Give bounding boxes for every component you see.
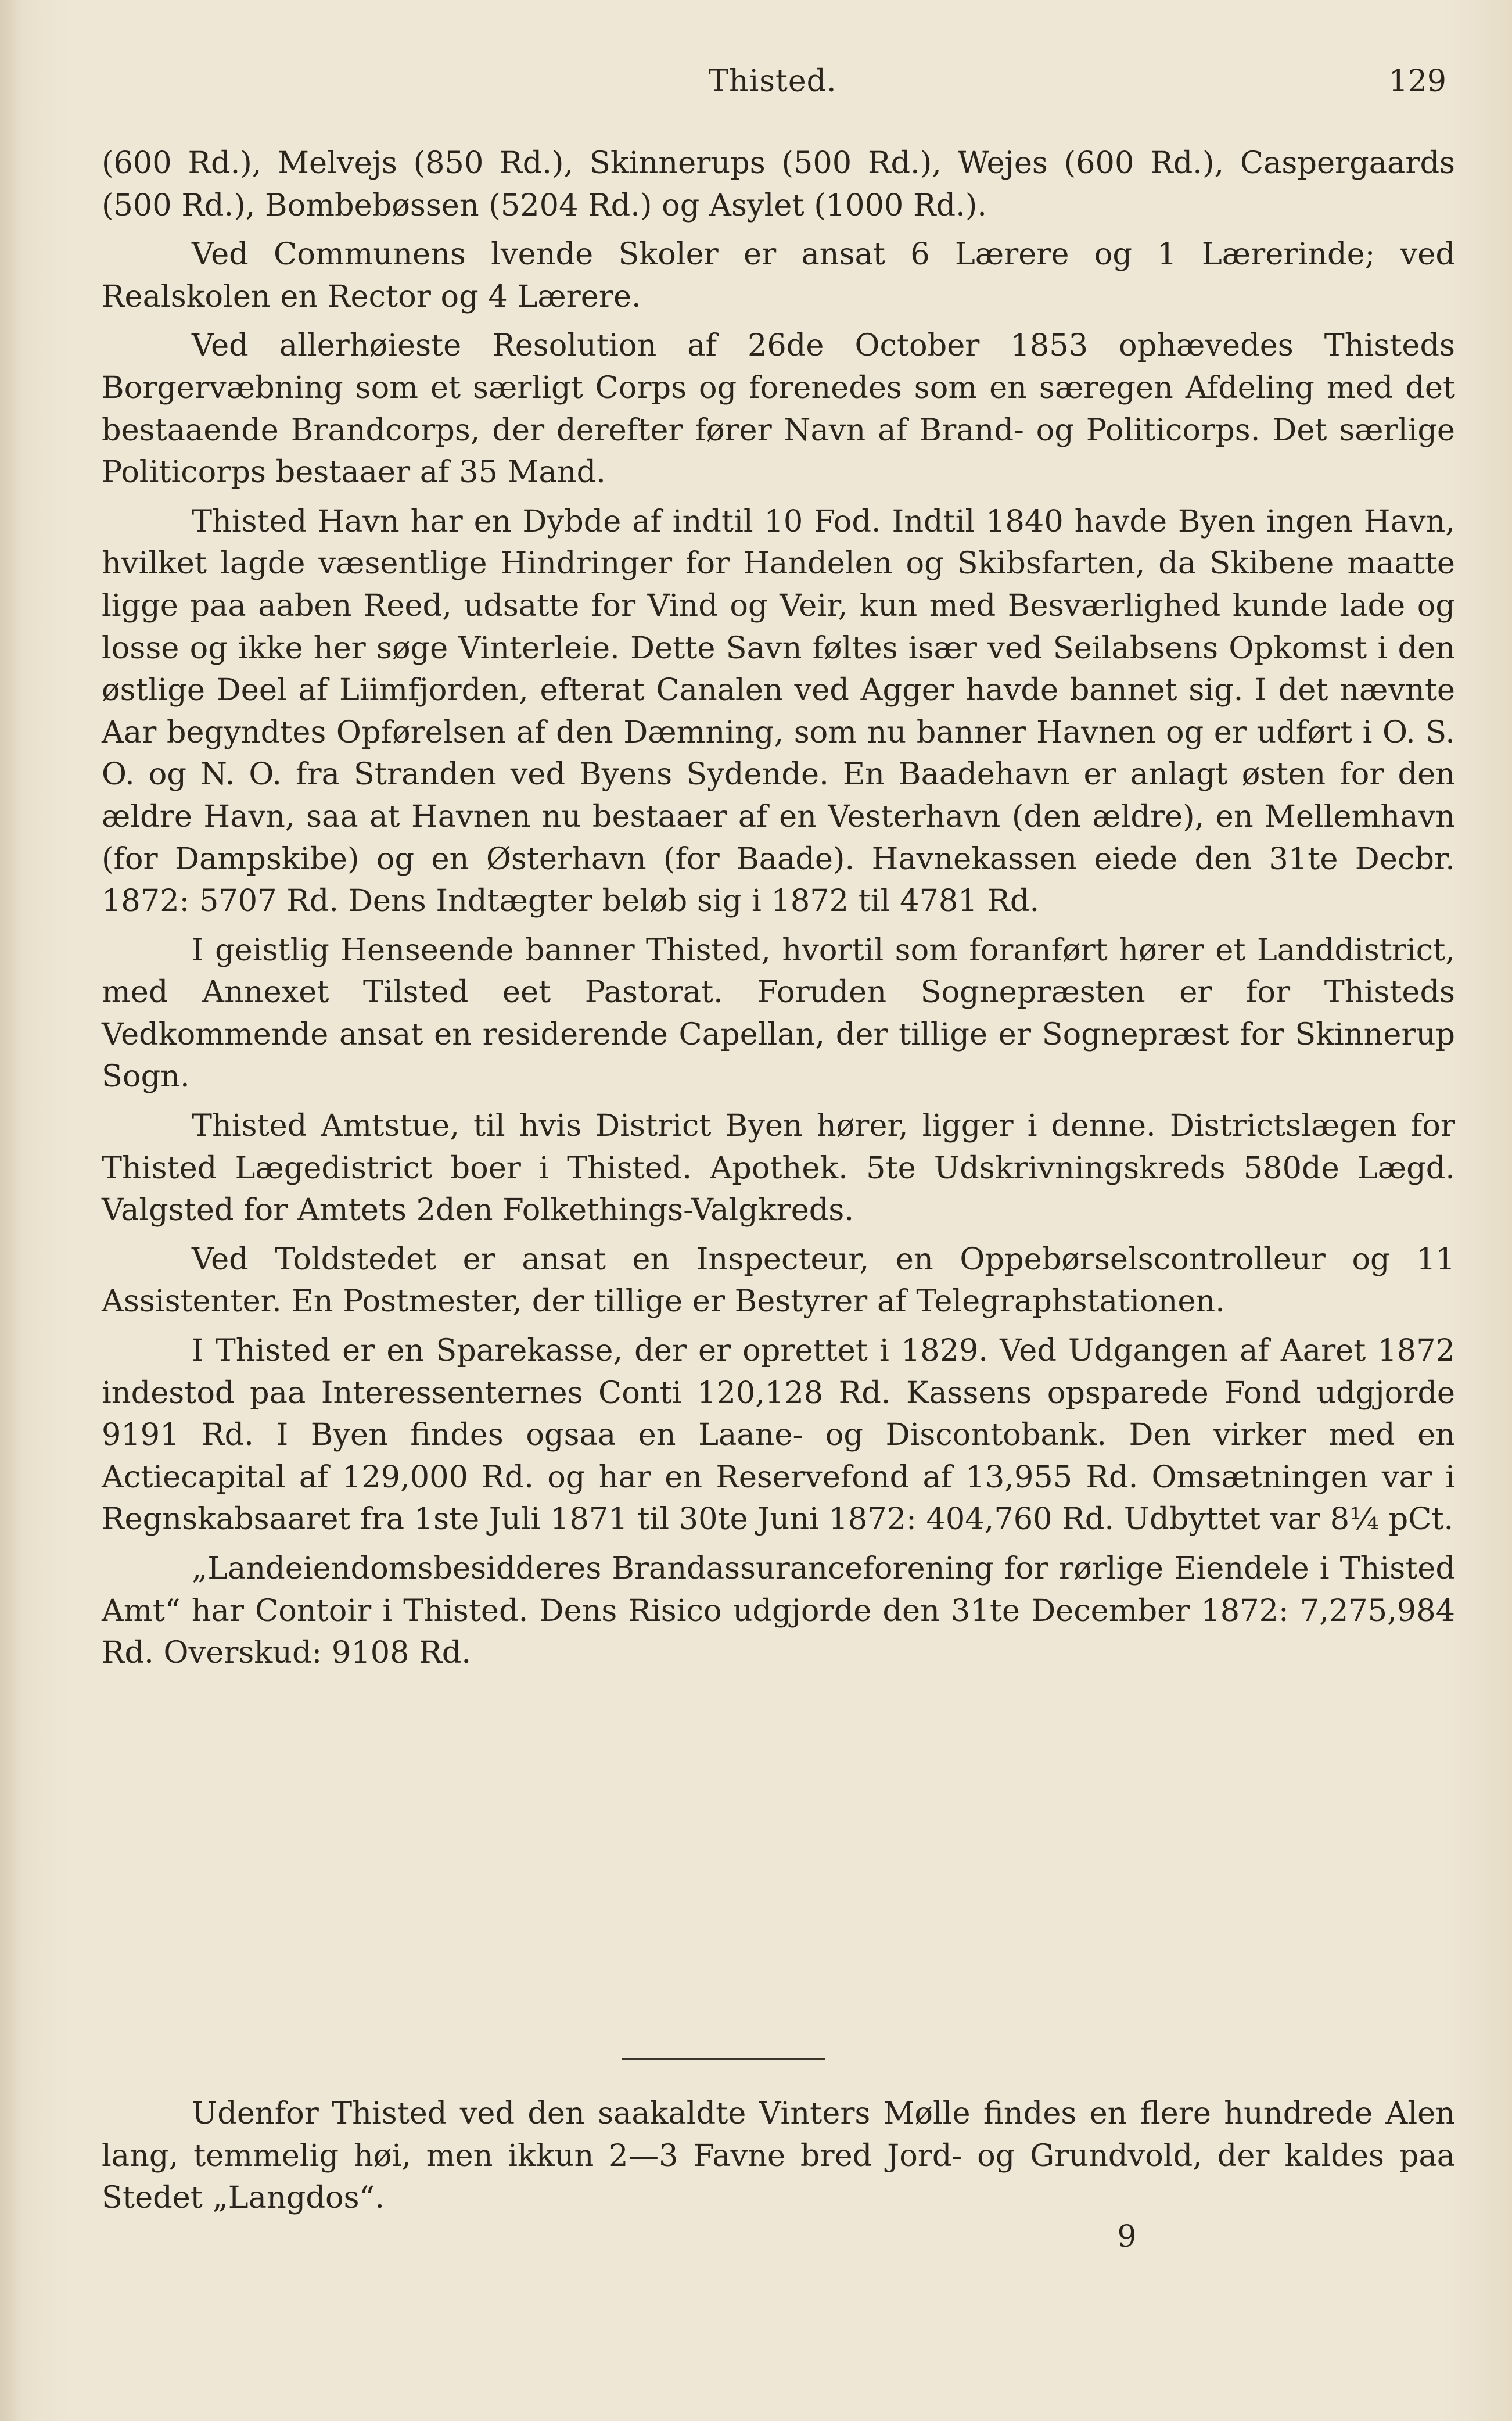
running-title: Thisted. xyxy=(708,64,837,99)
paragraph: Ved Toldstedet er ansat en Inspecteur, en Oppebørselscontrolleur og 11 Assistenter. En Postmester, der tillige er Bestyrer af Telegraphstationen. xyxy=(102,1241,1455,1319)
section-divider xyxy=(622,2058,825,2060)
paragraph: (600 Rd.), Melvejs (850 Rd.), Skinnerups (500 Rd.), Wejes (600 Rd.), Caspergaards (500 Rd.), Bombebøssen (5204 Rd.) og Asylet (1000 Rd.). xyxy=(102,145,1455,223)
body-text xyxy=(102,142,1455,1674)
page-header xyxy=(99,64,1446,110)
page-number: 129 xyxy=(1388,64,1446,99)
body-text-after-divider xyxy=(102,2093,1455,2219)
paragraph: I geistlig Henseende banner Thisted, hvortil som foranført hører et Landdistrict, med Annexet Tilsted eet Pastorat. Foruden Sognepræsten er for Thisteds Vedkommende ansat en residerende Capellan, der tillige er Sognepræst for Skinnerup Sogn. xyxy=(102,932,1455,1095)
paragraph: „Landeiendomsbesidderes Brandassuranceforening for rørlige Eiendele i Thisted Amt“ har Contoir i Thisted. Dens Risico udgjorde den 31te December 1872: 7,275,984 Rd. Overskud: 9108 Rd. xyxy=(102,1551,1455,1671)
paragraph: Udenfor Thisted ved den saakaldte Vinters Mølle findes en flere hundrede Alen lang, temmelig høi, men ikkun 2—3 Favne bred Jord- og Grundvold, der kaldes paa Stedet „Langdos“. xyxy=(102,2096,1455,2216)
paragraph: Ved allerhøieste Resolution af 26de October 1853 ophævedes Thisteds Borgervæbning som et særligt Corps og forenedes som en særegen Afdeling med det bestaaende Brandcorps, der derefter fører Navn af Brand- og Politicorps. Det særlige Politicorps bestaaer af 35 Mand. xyxy=(102,328,1455,490)
paragraph: Ved Communens lvende Skoler er ansat 6 Lærere og 1 Lærerinde; ved Realskolen en Rector og 4 Lærere. xyxy=(102,236,1455,314)
signature-mark: 9 xyxy=(1117,2219,1137,2254)
paragraph: I Thisted er en Sparekasse, der er oprettet i 1829. Ved Udgangen af Aaret 1872 indestod paa Interessenternes Conti 120,128 Rd. Kassens opsparede Fond udgjorde 9191 Rd. I Byen findes ogsaa en Laane- og Discontobank. Den virker med en Actiecapital af 129,000 Rd. og har en Reservefond af 13,955 Rd. Omsætningen var i Regnskabsaaret fra 1ste Juli 1871 til 30te Juni 1872: 404,760 Rd. Udbyttet var 8¼ pCt. xyxy=(102,1333,1455,1537)
paragraph: Thisted Amtstue, til hvis District Byen hører, ligger i denne. Districtslægen for Thisted Lægedistrict boer i Thisted. Apothek. 5te Udskrivningskreds 580de Lægd. Valgsted for Amtets 2den Folkethings-Valgkreds. xyxy=(102,1108,1455,1228)
paragraph: Thisted Havn har en Dybde af indtil 10 Fod. Indtil 1840 havde Byen ingen Havn, hvilket lagde væsentlige Hindringer for Handelen og Skibsfarten, da Skibene maatte ligge paa aaben Reed, udsatte for Vind og Veir, kun med Besværlighed kunde lade og losse og ikke her søge Vinterleie. Dette Savn føltes især ved Seilabsens Opkomst i den østlige Deel af Liimfjorden, efterat Canalen ved Agger havde bannet sig. I det nævnte Aar begyndtes Opførelsen af den Dæmning, som nu banner Havnen og er udført i O. S. O. og N. O. fra Stranden ved Byens Sydende. En Baadehavn er anlagt østen for den ældre Havn, saa at Havnen nu bestaaer af en Vesterhavn (den ældre), en Mellemhavn (for Dampskibe) og en Østerhavn (for Baade). Havnekassen eiede den 31te Decbr. 1872: 5707 Rd. Dens Indtægter beløb sig i 1872 til 4781 Rd. xyxy=(102,503,1455,919)
